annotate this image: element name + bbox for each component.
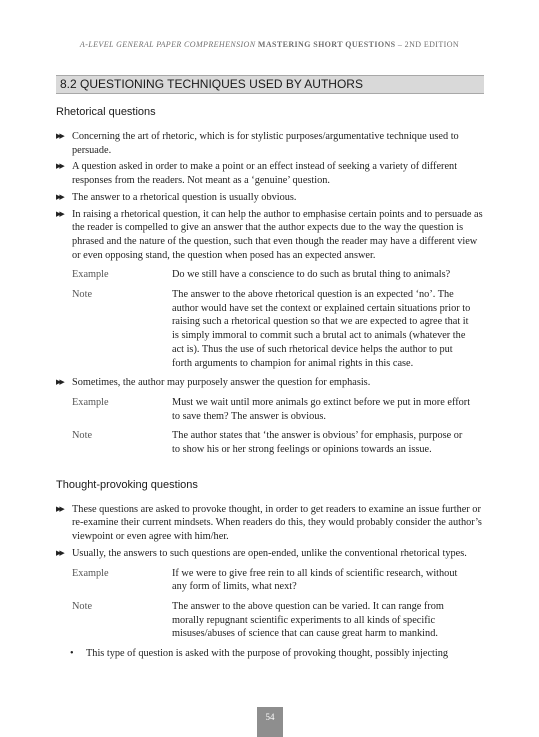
subheading-rhetorical: Rhetorical questions — [56, 106, 156, 118]
list-item: ▶▶ Sometimes, the author may purposely answer the question for emphasis. — [56, 377, 371, 389]
list-item: ▶▶ Concerning the art of rhetoric, which is for stylistic purposes/argumentative technique used to persuade. — [56, 131, 459, 156]
dot-bullet-icon: • — [70, 648, 74, 660]
section-title: 8.2 QUESTIONING TECHNIQUES USED BY AUTHORS — [60, 77, 363, 91]
page-content — [56, 104, 486, 661]
example-text: If we were to give free rein to all kinds of scientific research, without any form of limits, what next? — [172, 567, 458, 593]
example-label: Example — [72, 269, 109, 281]
double-arrow-icon: ▶▶ — [56, 378, 63, 387]
example-row — [56, 268, 486, 282]
running-head-subtitle: MASTERING SHORT QUESTIONS — [257, 40, 396, 49]
example-text: Must we wait until more animals go extinct before we put in more effort to save them? The answer is obvious. — [172, 396, 471, 422]
double-arrow-icon: ▶▶ — [56, 548, 63, 557]
double-arrow-icon: ▶▶ — [56, 209, 63, 218]
example-row — [56, 396, 486, 423]
list-item: ▶▶ Usually, the answers to such questions are open-ended, unlike the conventional rhetorical types. — [56, 547, 467, 559]
subheading-thought-provoking: Thought-provoking questions — [56, 478, 198, 491]
note-row — [56, 288, 486, 370]
note-label: Note — [72, 600, 93, 612]
note-text: The answer to the above question can be varied. It can range from morally repugnant scientific experiments to all kinds of specific misuses/abuses of science that can cause great harm to mankind. — [172, 600, 444, 640]
list-item: • This type of question is asked with the purpose of provoking thought, possibly injecting — [70, 648, 449, 660]
note-text: The author states that ‘the answer is obvious’ for emphasis, purpose or to show his or her strong feelings or opinions towards an issue. — [172, 430, 463, 456]
double-arrow-icon: ▶▶ — [56, 162, 63, 171]
note-text: The answer to the above rhetorical question is an expected ‘no’. The author would have set the context or explained certain situations prior to raising such a rhetorical question so that we are expected to agree that it is simply immoral to commit such a brutal act to animals (whatever the act is). Thus the use of such rhetorical device helps the author to put forth arguments to champion for animal rights in this case. — [172, 289, 471, 369]
list-item: ▶▶ These questions are asked to provoke thought, in order to get readers to examine an issue further or re-examine their current mindsets. When readers do this, they would probably consider the author’s viewpoint or even agree with him/her. — [56, 503, 482, 543]
example-label: Example — [72, 567, 109, 579]
section-heading-bar — [56, 75, 484, 94]
list-item: ▶▶ In raising a rhetorical question, it can help the author to emphasise certain points and to persuade as the reader is compelled to give an answer that the author expects due to the way the question is phrased and the nature of the question, such that even though the reader may have a different view or even opposing stand, the question when posed has an expected answer. — [56, 208, 483, 261]
example-row — [56, 567, 486, 594]
note-label: Note — [72, 430, 93, 442]
list-item: ▶▶ A question asked in order to make a point or an effect instead of seeking a variety of different responses from the readers. Not meant as a ‘genuine’ question. — [56, 161, 458, 187]
running-head-edition: – 2ND EDITION — [395, 40, 460, 49]
note-label: Note — [72, 289, 93, 301]
running-head — [0, 40, 539, 49]
double-arrow-icon: ▶▶ — [56, 192, 63, 201]
example-text: Do we still have a conscience to do such as brutal thing to animals? — [172, 269, 451, 281]
list-item: ▶▶ The answer to a rhetorical question is usually obvious. — [56, 191, 297, 203]
note-row — [56, 429, 486, 456]
running-head-title: A-LEVEL GENERAL PAPER COMPREHENSION — [79, 40, 256, 49]
double-arrow-icon: ▶▶ — [56, 132, 63, 140]
example-label: Example — [72, 396, 109, 408]
note-row — [56, 600, 486, 641]
double-arrow-icon: ▶▶ — [56, 504, 63, 513]
page-number: 54 — [257, 707, 283, 737]
